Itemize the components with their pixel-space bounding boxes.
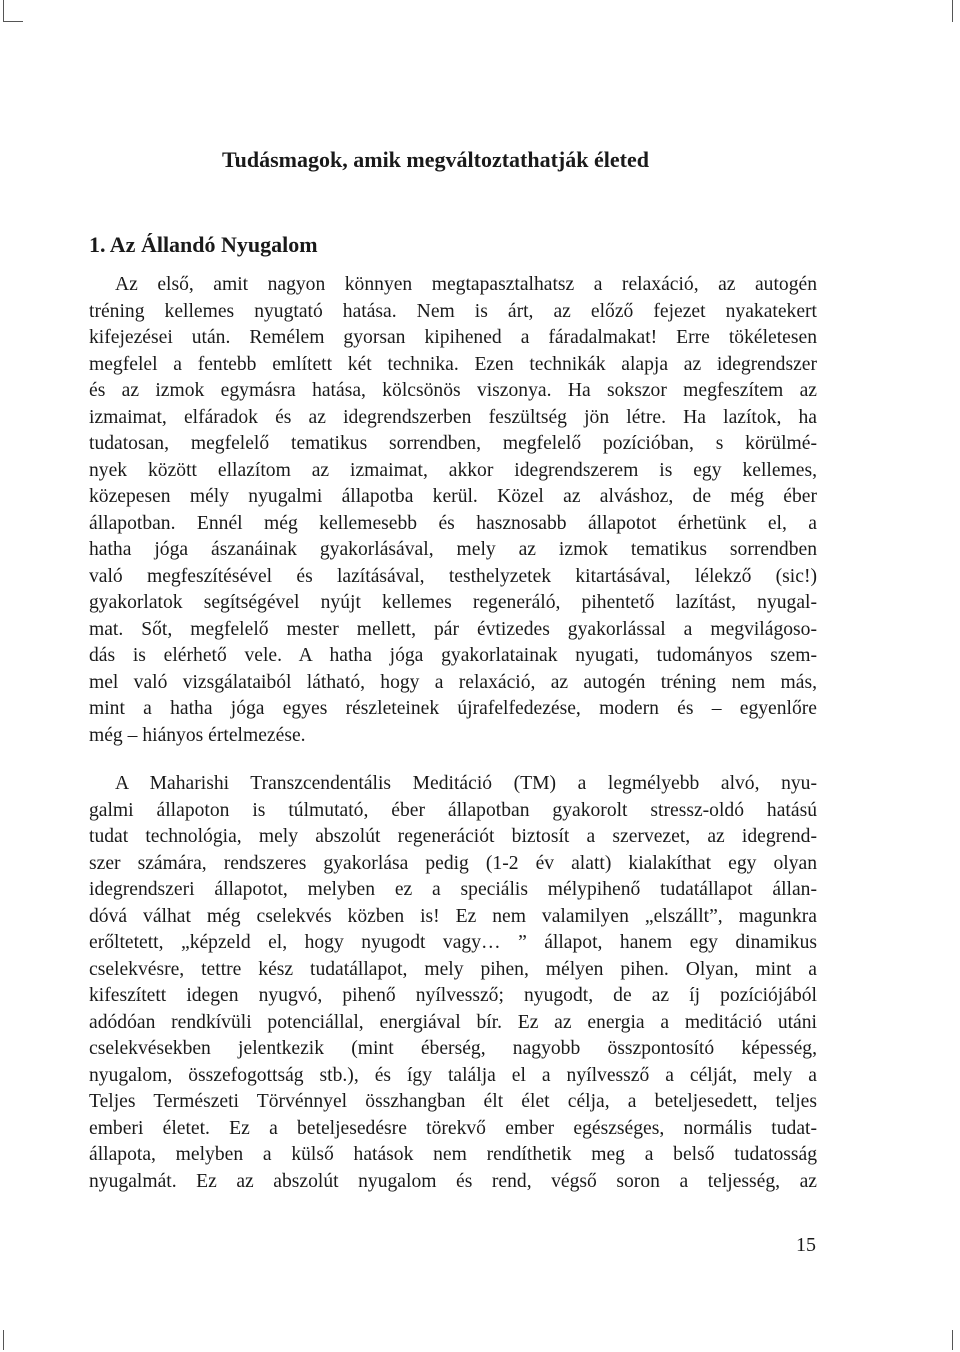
paragraph-line: kifeszített idegen nyugvó, pihenő nyílvessző; nyugodt, de az íj pozíciójából: [89, 985, 817, 1006]
paragraph-line: még – hiányos értelmezése.: [89, 724, 306, 746]
paragraph-line: cselekvésre, tettre kész tudatállapot, mely pihen, mélyen pihen. Olyan, mint a: [89, 958, 817, 980]
crop-mark-bottom-right: [952, 1330, 953, 1350]
paragraph-line: erőltetett, „képzeld el, hogy nyugodt vagy… ” állapot, hanem egy dinamikus: [89, 932, 817, 953]
paragraph-line: emberi életet. Ez a beteljesedésre törekvő ember egészséges, normális tudat-: [89, 1117, 817, 1139]
paragraph-line: gyakorlatok segítségével nyújt kellemes regeneráló, pihentető lazítást, nyugal-: [89, 592, 817, 613]
paragraph-relaxation: [89, 272, 817, 749]
paragraph-line: mel való vizsgálataiból látható, hogy a relaxáció, az autogén tréning nem más,: [89, 671, 817, 693]
paragraph-meditation: [89, 771, 817, 1195]
paragraph-line: tudatosan, megfelelő tematikus sorrendben, megfelelő pozícióban, s körülmé-: [89, 433, 817, 454]
paragraph-line: A Maharishi Transzcendentális Meditáció (TM) a legmélyebb alvó, nyu-: [115, 773, 817, 794]
paragraph-line: nyugalom, összefogottság stb.), és így találja el a nyílvessző a célját, mely a: [89, 1064, 817, 1086]
paragraph-line: kifejezései után. Remélem gyorsan kipihened a fáradalmakat! Erre tökéletesen: [89, 327, 817, 348]
paragraph-line: állapotban. Ennél még kellemesebb és hasznosabb állapotot érhetünk el, a: [89, 512, 817, 534]
section-heading: 1. Az Állandó Nyugalom: [89, 232, 318, 257]
page-title: Tudásmagok, amik megváltoztathatják életed: [222, 147, 649, 172]
paragraph-line: cselekvésekben jelentkezik (mint éberség, nagyobb összpontosító képesség,: [89, 1038, 817, 1059]
paragraph-line: Teljes Természeti Törvénnyel összhangban élt élet célja, a beteljesedett, teljes: [89, 1091, 817, 1112]
paragraph-line: mat. Sőt, megfelelő mester mellett, pár évtizedes gyakorlással a megvilágoso-: [89, 618, 817, 640]
crop-mark-top-left: [3, 0, 4, 22]
paragraph-line: megfelel a fentebb említett két technika. Ezen technikák alapja az idegrendszer: [89, 353, 817, 375]
paragraph-line: és az izmok egymásra hatása, kölcsönös viszonya. Ha sokszor megfeszítem az: [89, 380, 817, 401]
paragraph-line: nyek között ellazítom az izmaimat, akkor idegrendszerem is egy kellemes,: [89, 459, 817, 481]
paragraph-line: adódóan rendkívüli potenciállal, energiával bír. Ez az energia a meditáció utáni: [89, 1011, 817, 1033]
paragraph-line: hatha jóga ászanáinak gyakorlásával, mely az izmok tematikus sorrendben: [89, 539, 817, 560]
paragraph-line: idegrendszeri állapotot, melyben ez a speciális mélypihenő tudatállapot állan-: [89, 879, 817, 900]
paragraph-line: való megfeszítésével és lazításával, testhelyzetek kitartásával, lélekző (sic!): [89, 565, 817, 587]
paragraph-line: nyugalmát. Ez az abszolút nyugalom és rend, végső soron a teljesség, az: [89, 1170, 817, 1192]
paragraph-line: tréning kellemes nyugtató hatása. Nem is árt, az előző fejezet nyakatekert: [89, 300, 817, 322]
paragraph-line: szer számára, rendszeres gyakorlása pedig (1-2 év alatt) kialakíthat egy olyan: [89, 852, 817, 874]
paragraph-line: galmi állapoton is túlmutató, éber állapotban gyakorolt stressz-oldó hatású: [89, 799, 817, 821]
paragraph-line: Az első, amit nagyon könnyen megtapasztalhatsz a relaxáció, az autogén: [115, 274, 817, 295]
paragraph-line: közepesen mély nyugalmi állapotba kerül. Közel az alváshoz, de még éber: [89, 486, 817, 507]
paragraph-line: dás is elérhető vele. A hatha jóga gyakorlatainak nyugati, tudományos szem-: [89, 645, 817, 666]
paragraph-line: mint a hatha jóga egyes részleteinek újrafelfedezése, modern és – egyenlőre: [89, 698, 817, 719]
paragraph-line: dóvá válhat még cselekvés közben is! Ez nem valamilyen „elszállt”, magunkra: [89, 905, 817, 927]
paragraph-line: állapota, melyben a külső hatások nem rendíthetik meg a belső tudatosság: [89, 1144, 817, 1165]
paragraph-line: tudat technológia, mely abszolút regenerációt biztosít a szervezet, az idegrend-: [89, 826, 817, 847]
paragraph-line: izmaimat, elfáradok és az idegrendszerben feszültség jön létre. Ha lazítok, ha: [89, 406, 817, 428]
crop-mark-bottom-left: [3, 1330, 4, 1350]
page-number: 15: [796, 1234, 816, 1256]
crop-mark-top-right: [952, 0, 953, 22]
crop-mark-top-left-horizontal: [3, 21, 23, 22]
